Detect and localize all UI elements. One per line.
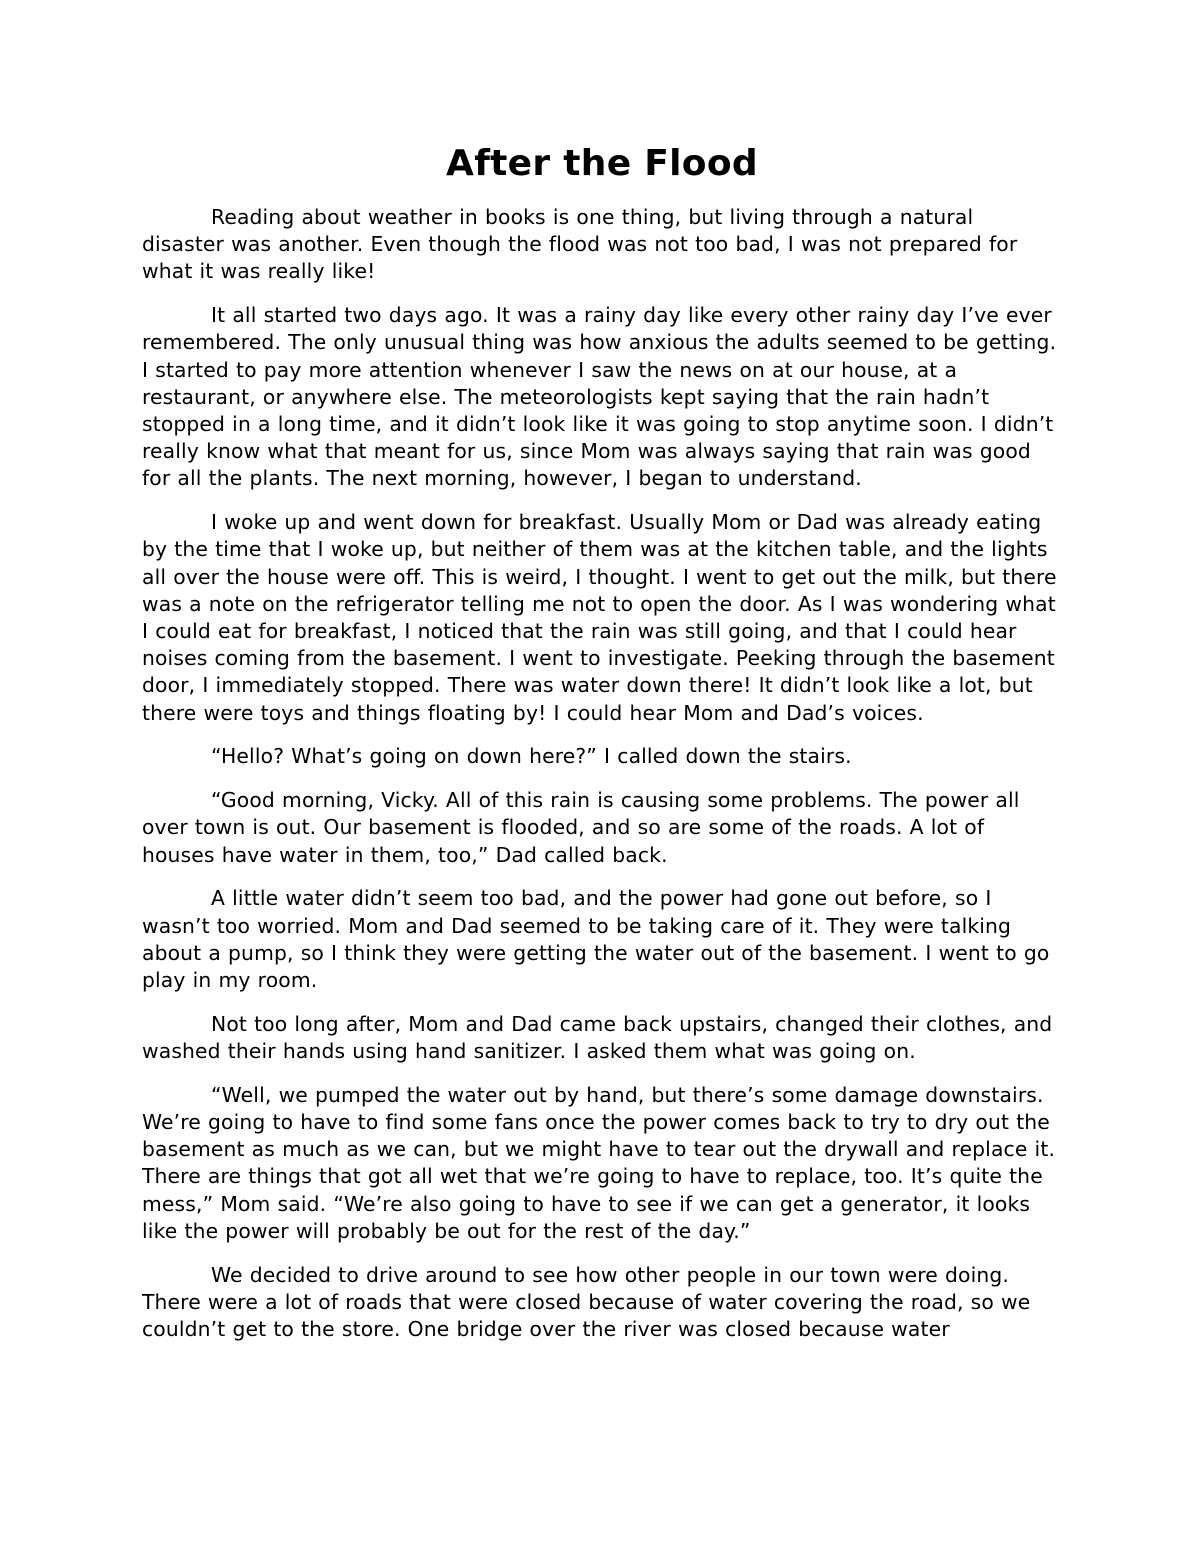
- paragraph-8: “Well, we pumped the water out by hand, but there’s some damage downstairs. We’re going to have to find some fans once the power comes back to try to dry out the basement as much as we can, but we might have to tear out the drywall and replace it. There are things that got all wet that we’re going to have to replace, too. It’s quite the mess,” Mom said. “We’re also going to have to see if we can get a generator, it looks like the power will probably be out for the rest of the day.”: [142, 1082, 1056, 1243]
- paragraph-1: Reading about weather in books is one thing, but living through a natural disaster was another. Even though the flood was not too bad, I was not prepared for what it was really like!: [142, 205, 1018, 284]
- document-title: After the Flood: [446, 143, 758, 184]
- paragraph-5: “Good morning, Vicky. All of this rain is causing some problems. The power all over town is out. Our basement is flooded, and so are some of the roads. A lot of houses have water in them, too,” Dad called back.: [142, 788, 1020, 867]
- document-body: [142, 138, 1062, 1360]
- paragraph-3: I woke up and went down for breakfast. Usually Mom or Dad was already eating by the time that I woke up, but neither of them was at the kitchen table, and the lights all over the house were off. This is weird, I thought. I went to get out the milk, but there was a note on the refrigerator telling me not to open the door. As I was wondering what I could eat for breakfast, I noticed that the rain was still going, and that I could hear noises coming from the basement. I went to investigate. Peeking through the basement door, I immediately stopped. There was water down there! It didn’t look like a lot, but there were toys and things floating by! I could hear Mom and Dad’s voices.: [142, 510, 1057, 725]
- paragraph-9: We decided to drive around to see how other people in our town were doing. There were a lot of roads that were closed because of water covering the road, so we couldn’t get to the store. One bridge over the river was closed because water: [142, 1262, 1031, 1342]
- paragraph-4: “Hello? What’s going on down here?” I called down the stairs.: [211, 744, 852, 769]
- paragraph-7: Not too long after, Mom and Dad came back upstairs, changed their clothes, and washed their hands using hand sanitizer. I asked them what was going on.: [142, 1011, 1053, 1064]
- paragraph-2: It all started two days ago. It was a rainy day like every other rainy day I’ve ever remembered. The only unusual thing was how anxious the adults seemed to be getting. I started to pay more attention whenever I saw the news on at our house, at a restaurant, or anywhere else. The meteorologists kept saying that the rain hadn’t stopped in a long time, and it didn’t look like it was going to stop anytime soon. I didn’t really know what that meant for us, since Mom was always saying that rain was good for all the plants. The next morning, however, I began to understand.: [142, 303, 1057, 491]
- paragraph-6: A little water didn’t seem too bad, and the power had gone out before, so I wasn’t too worried. Mom and Dad seemed to be taking care of it. They were talking about a pump, so I think they were getting the water out of the basement. I went to go play in my room.: [142, 886, 1050, 993]
